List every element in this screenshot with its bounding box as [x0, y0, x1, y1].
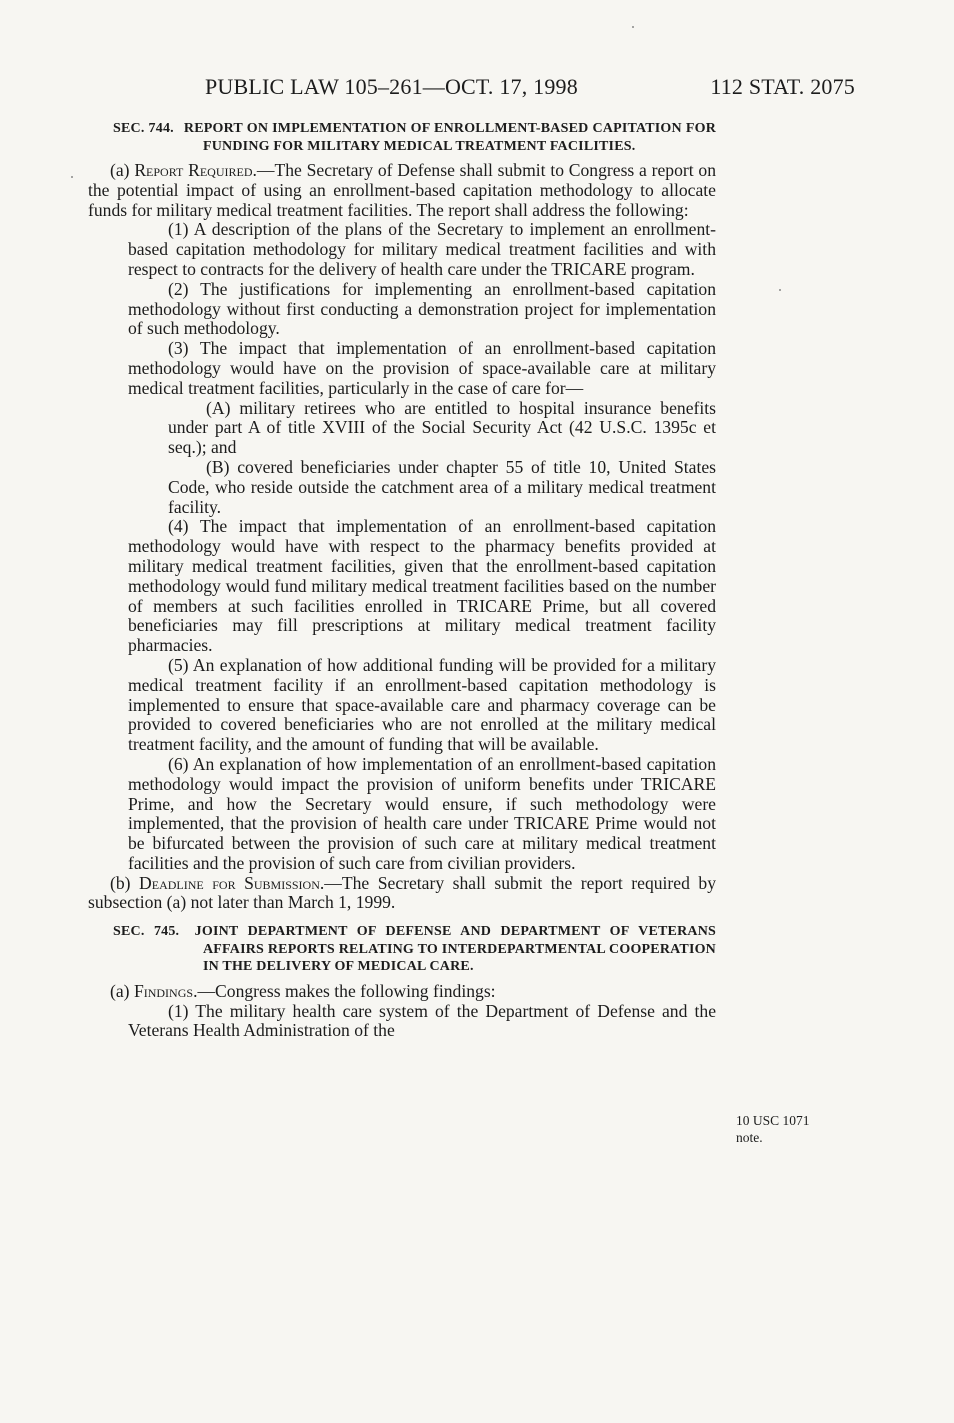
section-744-subsection-b [88, 874, 716, 914]
finding-paragraph-1: (1) The military health care system of the Department of Defense and the Veterans Health Administration of the [128, 1000, 716, 1041]
scan-speck [632, 26, 634, 28]
subparagraph-3B: (B) covered beneficiaries under chapter 55 of title 10, United States Code, who reside outside the catchment area of a military medical treatment facility. [168, 456, 716, 517]
paragraph-4: (4) The impact that implementation of an enrollment-based capitation methodology would have with respect to the pharmacy benefits provided at military medical treatment facilities, given that the enrollment-based capitation methodology would fund military medical treatment facilities based on the number of members at such facilities enrolled in TRICARE Prime, but all covered beneficiaries may fill prescriptions at military medical treatment facility pharmacies. [128, 516, 716, 656]
running-head-citation: PUBLIC LAW 105–261—OCT. 17, 1998 [205, 74, 578, 99]
section-745-number: SEC. 745. [113, 924, 180, 940]
subsection-a-text: .—Congress makes the following findings: [193, 980, 496, 1001]
scan-speck [71, 176, 73, 178]
section-745-title: JOINT DEPARTMENT OF DEFENSE AND DEPARTMENT OF VETERANS AFFAIRS REPORTS RELATING TO INTERDEPARTMENTAL COOPERATION IN THE DELIVERY OF MEDICAL CARE. [194, 924, 716, 975]
section-744-subsection-a [88, 161, 716, 220]
margin-note-citation: 10 USC 1071 [736, 1113, 810, 1128]
subsection-a-label: (a) [110, 980, 134, 1001]
subsection-a-heading: Findings [133, 980, 194, 1001]
margin-note [736, 1112, 846, 1146]
section-744-number: SEC. 744. [113, 121, 174, 136]
section-744-heading [88, 120, 716, 155]
paragraph-1: (1) A description of the plans of the Secretary to implement an enrollment-based capitation methodology for military medical treatment facilities and with respect to contracts for the delivery of health care under the TRICARE program. [128, 219, 716, 279]
paragraph-6: (6) An explanation of how implementation of an enrollment-based capitation methodology would impact the provision of uniform benefits under TRICARE Prime, and how the Secretary would ensure, if such methodology were implemented, that the provision of health care under TRICARE Prime would not be bifurcated between the provision of such care at military medical treatment facilities and the provision of such care from civilian providers. [128, 753, 716, 873]
subparagraph-3A: (A) military retirees who are entitled to hospital insurance benefits under part A of title XVIII of the Social Security Act (42 U.S.C. 1395c et seq.); and [168, 397, 716, 458]
section-744-title: REPORT ON IMPLEMENTATION OF ENROLLMENT-BASED CAPITATION FOR FUNDING FOR MILITARY MEDICAL TREATMENT FACILITIES. [183, 121, 716, 154]
subsection-b-label: (b) [110, 872, 140, 893]
subsection-b-heading: Deadline for Submission [139, 872, 320, 893]
subsection-a-heading: Report Required [134, 160, 253, 180]
margin-note-suffix: note. [736, 1130, 763, 1145]
subsection-a-label: (a) [110, 160, 135, 180]
running-head [205, 72, 855, 102]
paragraph-2: (2) The justifications for implementing an enrollment-based capitation methodology without first conducting a demonstration project for implementation of such methodology. [128, 278, 716, 339]
subsection-b-text: .—The Secretary shall submit the report required by subsection (a) not later than March 1, 1999. [88, 872, 716, 913]
body-column [88, 120, 716, 1041]
scan-speck [779, 289, 781, 291]
paragraph-3: (3) The impact that implementation of an enrollment-based capitation methodology would have on the provision of space-available care at military medical treatment facilities, particularly in the case of care for— [128, 338, 716, 398]
paragraph-5: (5) An explanation of how additional funding will be provided for a military medical treatment facility if an enrollment-based capitation methodology is implemented to ensure that space-available care and pharmacy coverage can be provided to covered beneficiaries who are not enrolled at the military medical treatment facility, and the amount of funding that will be available. [128, 654, 716, 755]
subsection-a-text: .—The Secretary of Defense shall submit to Congress a report on the potential impact of using an enrollment-based capitation methodology to allocate funds for military medical treatment facilities. The report shall address the following: [88, 160, 716, 220]
running-head-page-number: 112 STAT. 2075 [710, 74, 855, 99]
section-745-subsection-a [88, 982, 716, 1002]
section-745-heading [88, 923, 716, 976]
